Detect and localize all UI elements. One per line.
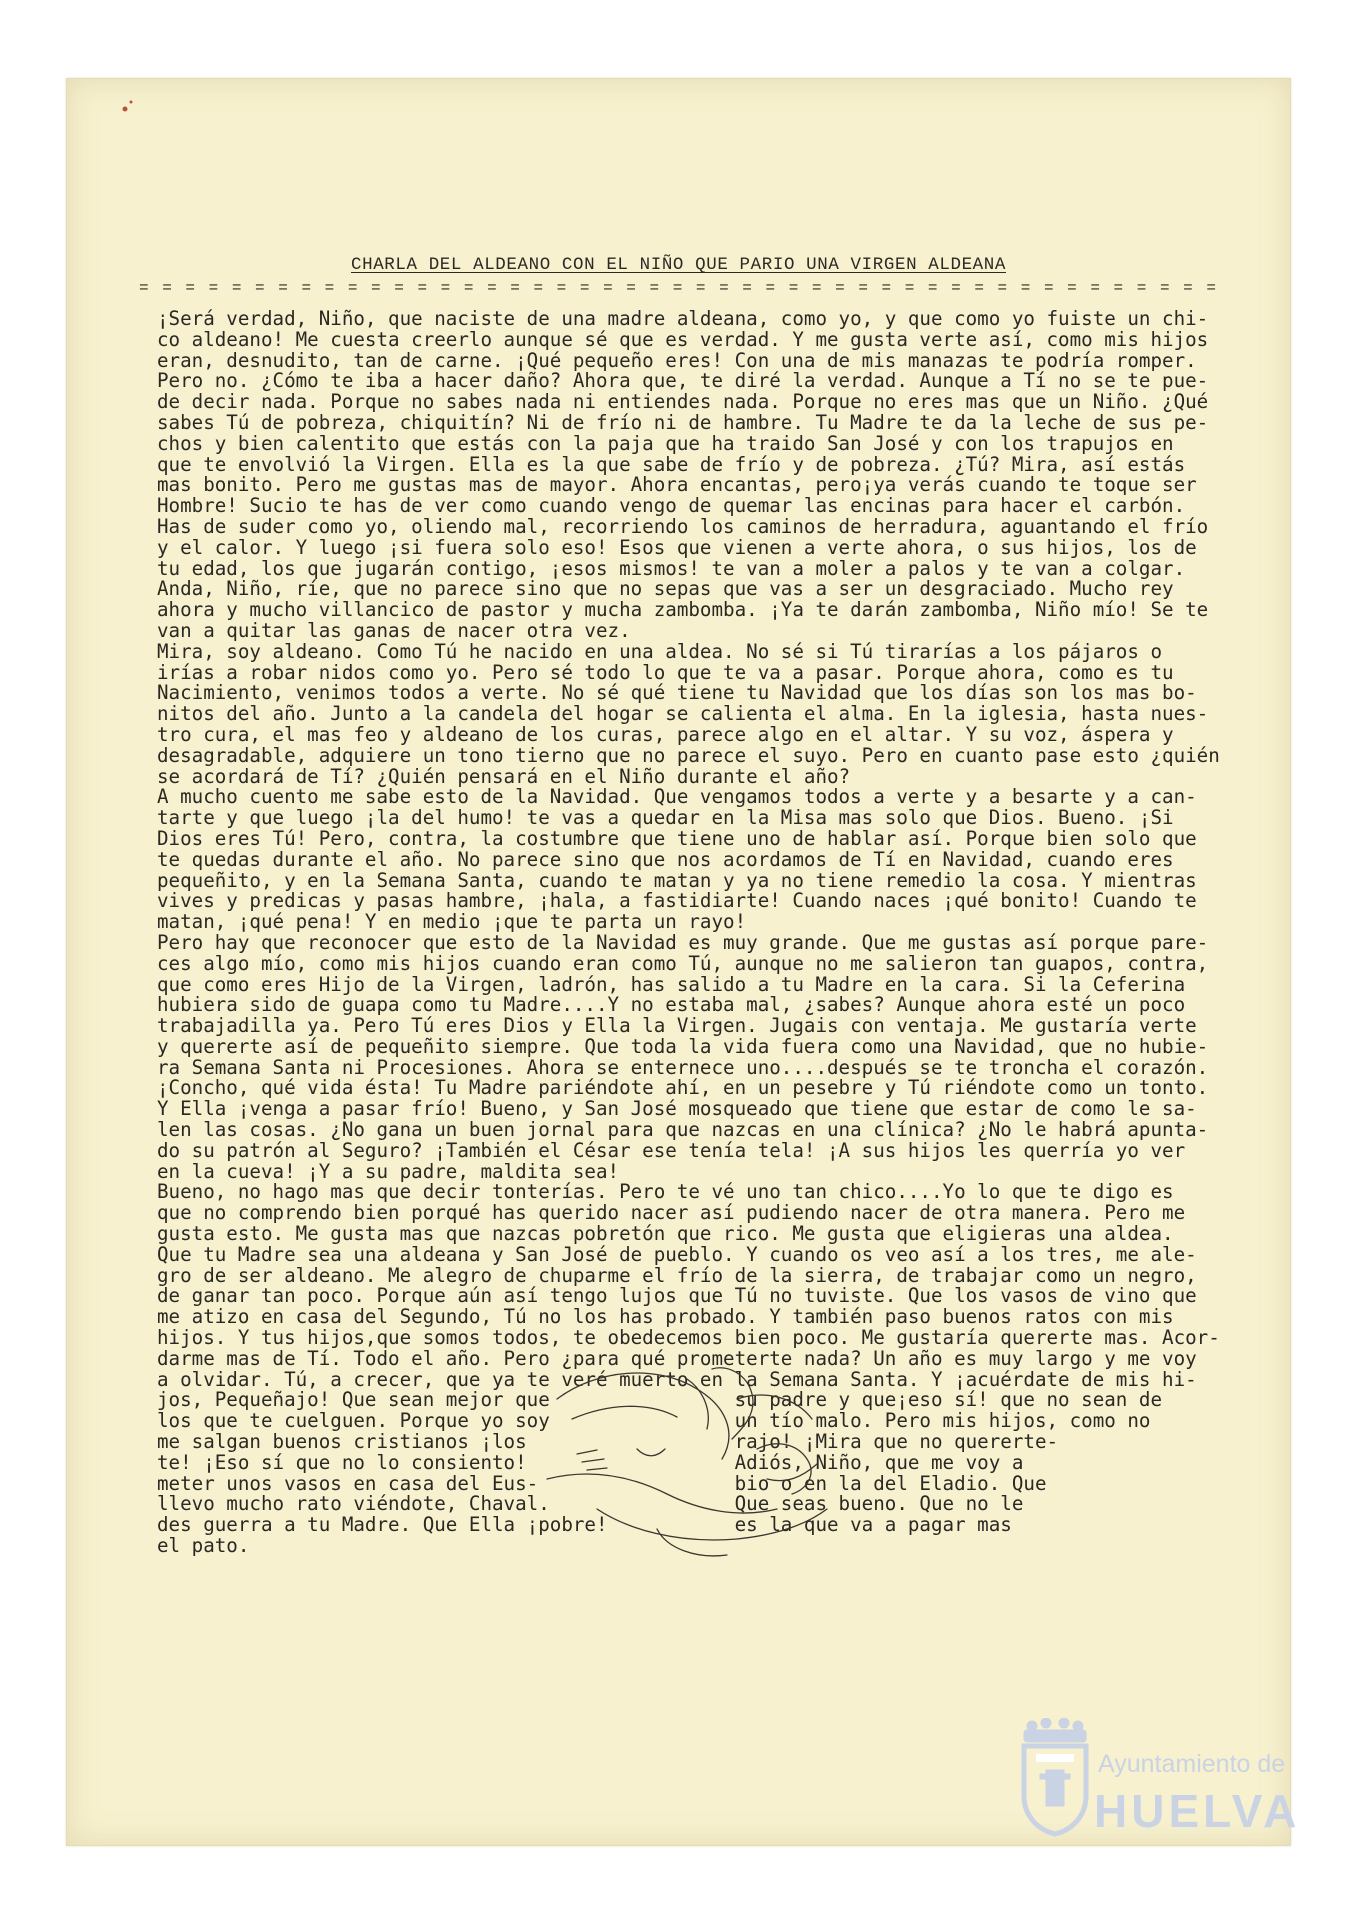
logo-line1: Ayuntamiento de [1098,1750,1286,1778]
ayuntamiento-huelva-logo [1016,1718,1316,1878]
coat-of-arms-icon [1016,1718,1094,1838]
logo-line2: HUELVA [1094,1785,1301,1837]
document-body: ¡Será verdad, Niño, que naciste de una madre aldeana, como yo, y que como yo fuiste un chi- co aldeano! Me cuesta creerlo aunque sé que es verdad. Y me gusta verte así, como mis hijos eran, desnudito, tan de carne. ¡Qué pequeño eres! Con una de mis manazas te podría romper. Pero no. ¿Cómo te iba a hacer daño? Ahora que, te diré la verdad. Aunque a Tí no se te pue- de decir nada. Porque no sabes nada ni entiendes nada. Porque no eres mas que un Niño. ¿Qué sabes Tú de pobreza, chiquitín? Ni de frío ni de hambre. Tu Madre te da la leche de sus pe- chos y bien calentito que estás con la paja que ha traido San José y con los trapujos en que te envolvió la Virgen. Ella es la que sabe de frío y de pobreza. ¿Tú? Mira, así estás mas bonito. Pero me gustas mas de mayor. Ahora encantas, pero¡ya verás cuando te toque ser Hombre! Sucio te has de ver como cuando vengo de quemar las encinas para hacer el carbón. Has de suder como yo, oliendo mal, recorriendo los caminos de herradura, aguantando el frío y el calor. Y luego ¡si fuera solo eso! Esos que vienen a verte ahora, o sus hijos, los de tu edad, los que jugarán contigo, ¡esos mismos! te van a moler a palos y te van a colgar. Anda, Niño, ríe, que no parece sino que no sepas que vas a ser un desgraciado. Mucho rey ahora y mucho villancico de pastor y mucha zambomba. ¡Ya te darán zambomba, Niño mío! Se te van a quitar las ganas de nacer otra vez. Mira, soy aldeano. Como Tú he nacido en una aldea. No sé si Tú tirarías a los pájaros o irías a robar nidos como yo. Pero sé todo lo que te va a pasar. Porque ahora, como es tu Nacimiento, venimos todos a verte. No sé qué tiene tu Navidad que los días son los mas bo- nitos del año. Junto a la candela del hogar se calienta el alma. En la iglesia, hasta nues- tro cura, el mas feo y aldeano de los curas, parece algo en el altar. Y su voz, áspera y desagradable, adquiere un tono tierno que no parece el suyo. Pero en cuanto pase esto ¿quién se acordará de Tí? ¿Quién pensará en el Niño durante el año? A mucho cuento me sabe esto de la Navidad. Que vengamos todos a verte y a besarte y a can- tarte y que luego ¡la del humo! te vas a quedar en la Misa mas solo que Dios. Bueno. ¡Si Dios eres Tú! Pero, contra, la costumbre que tiene uno de hablar así. Porque bien solo que te quedas durante el año. No parece sino que nos acordamos de Tí en Navidad, cuando eres pequeñito, y en la Semana Santa, cuando te matan y ya no tiene remedio la cosa. Y mientras vives y predicas y pasas hambre, ¡hala, a fastidiarte! Cuando naces ¡qué bonito! Cuando te matan, ¡qué pena! Y en medio ¡que te parta un rayo! Pero hay que reconocer que esto de la Navidad es muy grande. Que me gustas así porque pare- ces algo mío, como mis hijos cuando eran como Tú, aunque no me salieron tan guapos, contra, que como eres Hijo de la Virgen, ladrón, has salido a tu Madre en la cara. Si la Ceferina hubiera sido de guapa como tu Madre....Y no estaba mal, ¿sabes? Aunque ahora esté un poco trabajadilla ya. Pero Tú eres Dios y Ella la Virgen. Jugais con ventaja. Me gustaría verte y quererte así de pequeñito siempre. Que toda la vida fuera como una Navidad, que no hubie- ra Semana Santa ni Procesiones. Ahora se enternece uno....después se te troncha el corazón. ¡Concho, qué vida ésta! Tu Madre pariéndote ahí, en un pesebre y Tú riéndote como un tonto. Y Ella ¡venga a pasar frío! Bueno, y San José mosqueado que tiene que estar de como le sa- len las cosas. ¿No gana un buen jornal para que nazcas en una clínica? ¿No le habrá apunta- do su patrón al Seguro? ¡También el César ese tenía tela! ¡A sus hijos les querría yo ver en la cueva! ¡Y a su padre, maldita sea! Bueno, no hago mas que decir tonterías. Pero te vé uno tan chico....Yo lo que te digo es que no comprendo bien porqué has querido nacer así pudiendo nacer de otra manera. Pero me gusta esto. Me gusta mas que nazcas pobretón que rico. Me gusta que eligieras una aldea. Que tu Madre sea una aldeana y San José de pueblo. Y cuando os veo así a los tres, me ale- gro de ser aldeano. Me alegro de chuparme el frío de la sierra, de trabajar como un negro, de ganar tan poco. Porque aún así tengo lujos que Tú no tuviste. Que los vasos de vino que me atizo en casa del Segundo, Tú no los has probado. Y también paso buenos ratos con mis hijos. Y tus hijos,que somos todos, te obedecemos bien poco. Me gustaría quererte mas. Acor- darme mas de Tí. Todo el año. Pero ¿para qué prometerte nada? Un año es muy largo y me voy a olvidar. Tú, a crecer, que ya te veré muerto en la Semana Santa. Y ¡acuérdate de mis hi- jos, Pequeñajo! Que sean mejor que su padre y que¡eso sí! que no sean de los que te cuelguen. Porque yo soy un tío malo. Pero mis hijos, como no me salgan buenos cristianos ¡los rajo! ¡Mira que no quererte- te! ¡Eso sí que no lo consiento! Adiós, Niño, que me voy a meter unos vasos en casa del Eus- bio o en la del Eladio. Que llevo mucho rato viéndote, Chaval. Que seas bueno. Que no le des guerra a tu Madre. Que Ella ¡pobre! es la que va a pagar mas el pato. [157,307,1220,1558]
document-title: CHARLA DEL ALDEANO CON EL NIÑO QUE PARIO UNA VIRGEN ALDEANA [350,255,1006,275]
paper-marks [117,97,147,117]
paper-sheet [66,78,1291,1846]
nativity-sketch-illustration [537,1359,847,1569]
title-underline-rule: = = = = = = = = = = = = = = = = = = = = = = = = = = = = = = = = = = = = = = = = = = = = = = = [139,279,1218,297]
